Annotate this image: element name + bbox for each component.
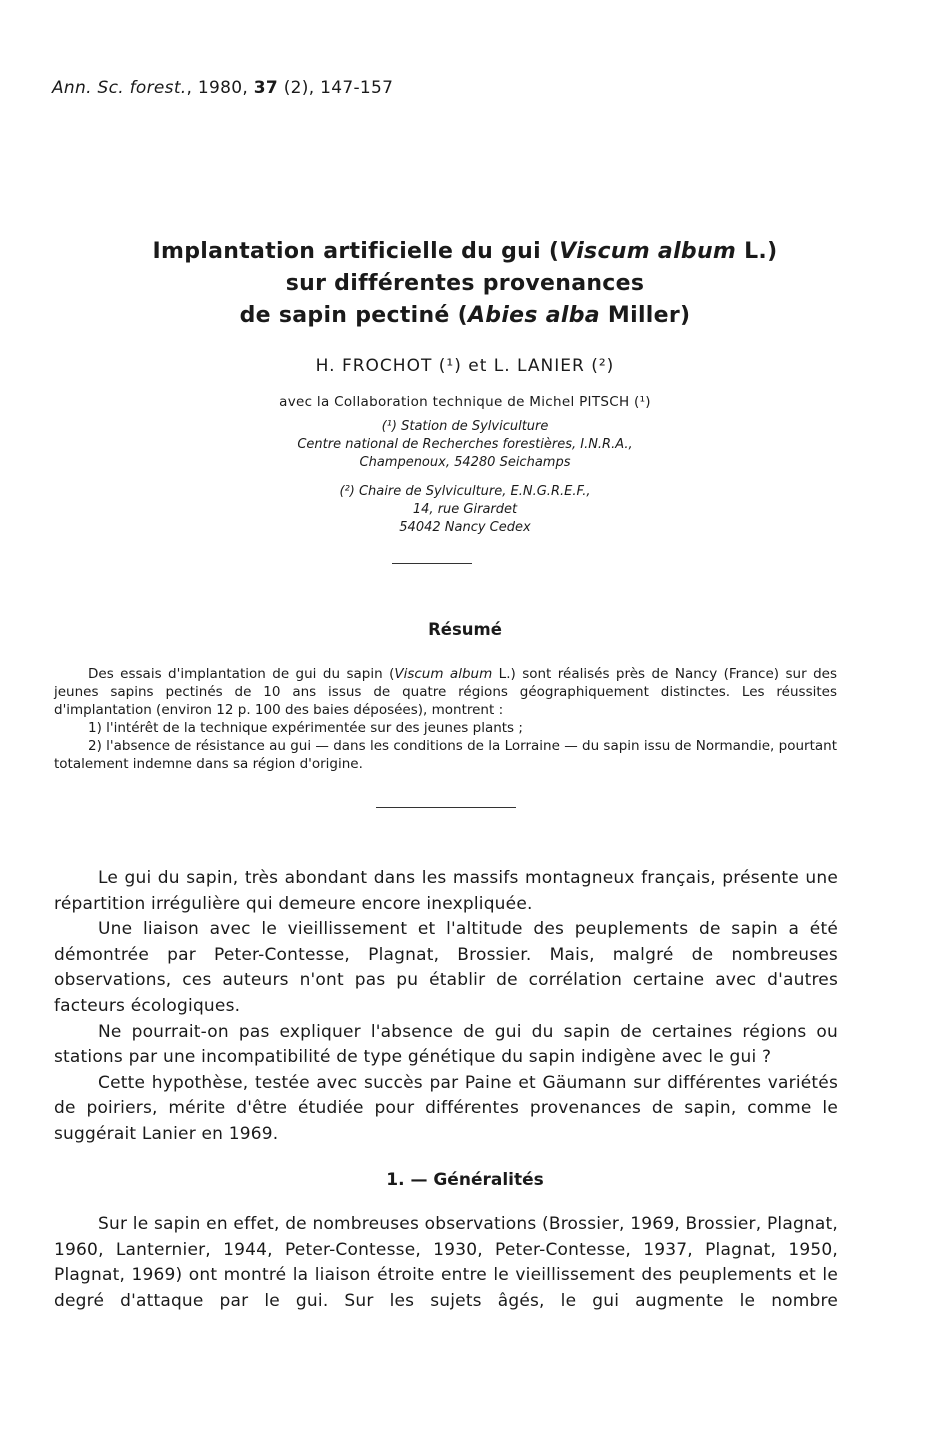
- title-text: de sapin pectiné (: [239, 303, 468, 328]
- resume-heading: Résumé: [428, 620, 502, 639]
- affiliation-line: 14, rue Girardet: [412, 502, 518, 517]
- affiliation-1: [0, 418, 930, 472]
- section-1-text: [54, 1212, 838, 1314]
- title-text: Miller): [599, 303, 691, 328]
- title-line-2: sur différentes provenances: [285, 271, 645, 296]
- affiliation-line: 54042 Nancy Cedex: [399, 520, 531, 535]
- abstract-text: Des essais d'implantation de gui du sapin (: [88, 666, 395, 682]
- title-line-3: [0, 300, 930, 332]
- body-paragraph: Sur le sapin en effet, de nombreuses observations (Brossier, 1969, Brossier, Plagnat, 1960, Lanternier, 1944, Peter-Contesse, 1930, Peter-Contesse, 1937, Plagnat, 1950, Plagnat, 1969) ont montré la liaison étroite entre le vieillissement des peuplements et le degré d'attaque par le gui. Sur les sujets âgés, le gui augmente le nombre: [54, 1214, 838, 1311]
- authors: H. FROCHOT (¹) et L. LANIER (²): [315, 356, 615, 376]
- abstract-item-1: 1) l'intérêt de la technique expérimentée sur des jeunes plants ;: [88, 720, 523, 736]
- title-text: Implantation artificielle du gui (: [152, 239, 560, 264]
- abstract-species-name: Viscum album: [394, 666, 493, 682]
- body-paragraph: Cette hypothèse, testée avec succès par Paine et Gäumann sur différentes variétés de poiriers, mérite d'être étudiée pour différentes provenances de sapin, comme le suggérait Lanier en 1969.: [54, 1072, 838, 1144]
- body-paragraph: Une liaison avec le vieillissement et l'altitude des peuplements de sapin a été démontrée par Peter-Contesse, Plagnat, Brossier. Mais, malgré de nombreuses observations, ces auteurs n'ont pas pu établir de corrélation certaine avec d'autres facteurs écologiques.: [54, 919, 838, 1016]
- citation-pages: (2), 147-157: [278, 78, 394, 98]
- journal-name: Ann. Sc. forest.: [52, 78, 187, 98]
- abstract-text: L.) sont réalisés près de Nancy (France) sur des jeunes sapins pectinés de 10 ans issus de quatre régions géographiquement distinctes. Les réussites d'implantation (environ 12 p. 100 des baies déposées), montrent :: [54, 666, 837, 718]
- divider: [392, 563, 472, 564]
- section-heading: 1. — Généralités: [386, 1170, 544, 1190]
- divider: [376, 807, 516, 808]
- affiliation-line: (¹) Station de Sylviculture: [381, 419, 549, 434]
- collaboration: avec la Collaboration technique de Michel PITSCH (¹): [279, 394, 651, 410]
- title-line-1: [0, 236, 930, 268]
- affiliation-line: Centre national de Recherches forestières, I.N.R.A.,: [297, 437, 633, 452]
- paper-title: [0, 236, 930, 332]
- abstract-paragraph: [54, 665, 837, 719]
- body-paragraph: Ne pourrait-on pas expliquer l'absence de gui du sapin de certaines régions ou stations par une incompatibilité de type génétique du sapin indigène avec le gui ?: [54, 1021, 838, 1068]
- affiliation-2: [0, 483, 930, 537]
- title-species-name: Abies alba: [467, 303, 600, 328]
- title-text: L.): [736, 239, 778, 264]
- citation-volume: 37: [253, 78, 279, 98]
- body-paragraph: Le gui du sapin, très abondant dans les massifs montagneux français, présente une répartition irrégulière qui demeure encore inexpliquée.: [54, 868, 838, 914]
- abstract: [54, 665, 837, 773]
- citation: [52, 78, 393, 98]
- introduction: [54, 866, 838, 1148]
- affiliation-line: (²) Chaire de Sylviculture, E.N.G.R.E.F.,: [339, 484, 591, 499]
- abstract-item-2: 2) l'absence de résistance au gui — dans les conditions de la Lorraine — du sapin issu de Normandie, pourtant totalement indemne dans sa région d'origine.: [54, 738, 837, 772]
- affiliation-line: Champenoux, 54280 Seichamps: [359, 455, 571, 470]
- citation-year: , 1980,: [186, 78, 254, 98]
- title-species-name: Viscum album: [559, 239, 737, 264]
